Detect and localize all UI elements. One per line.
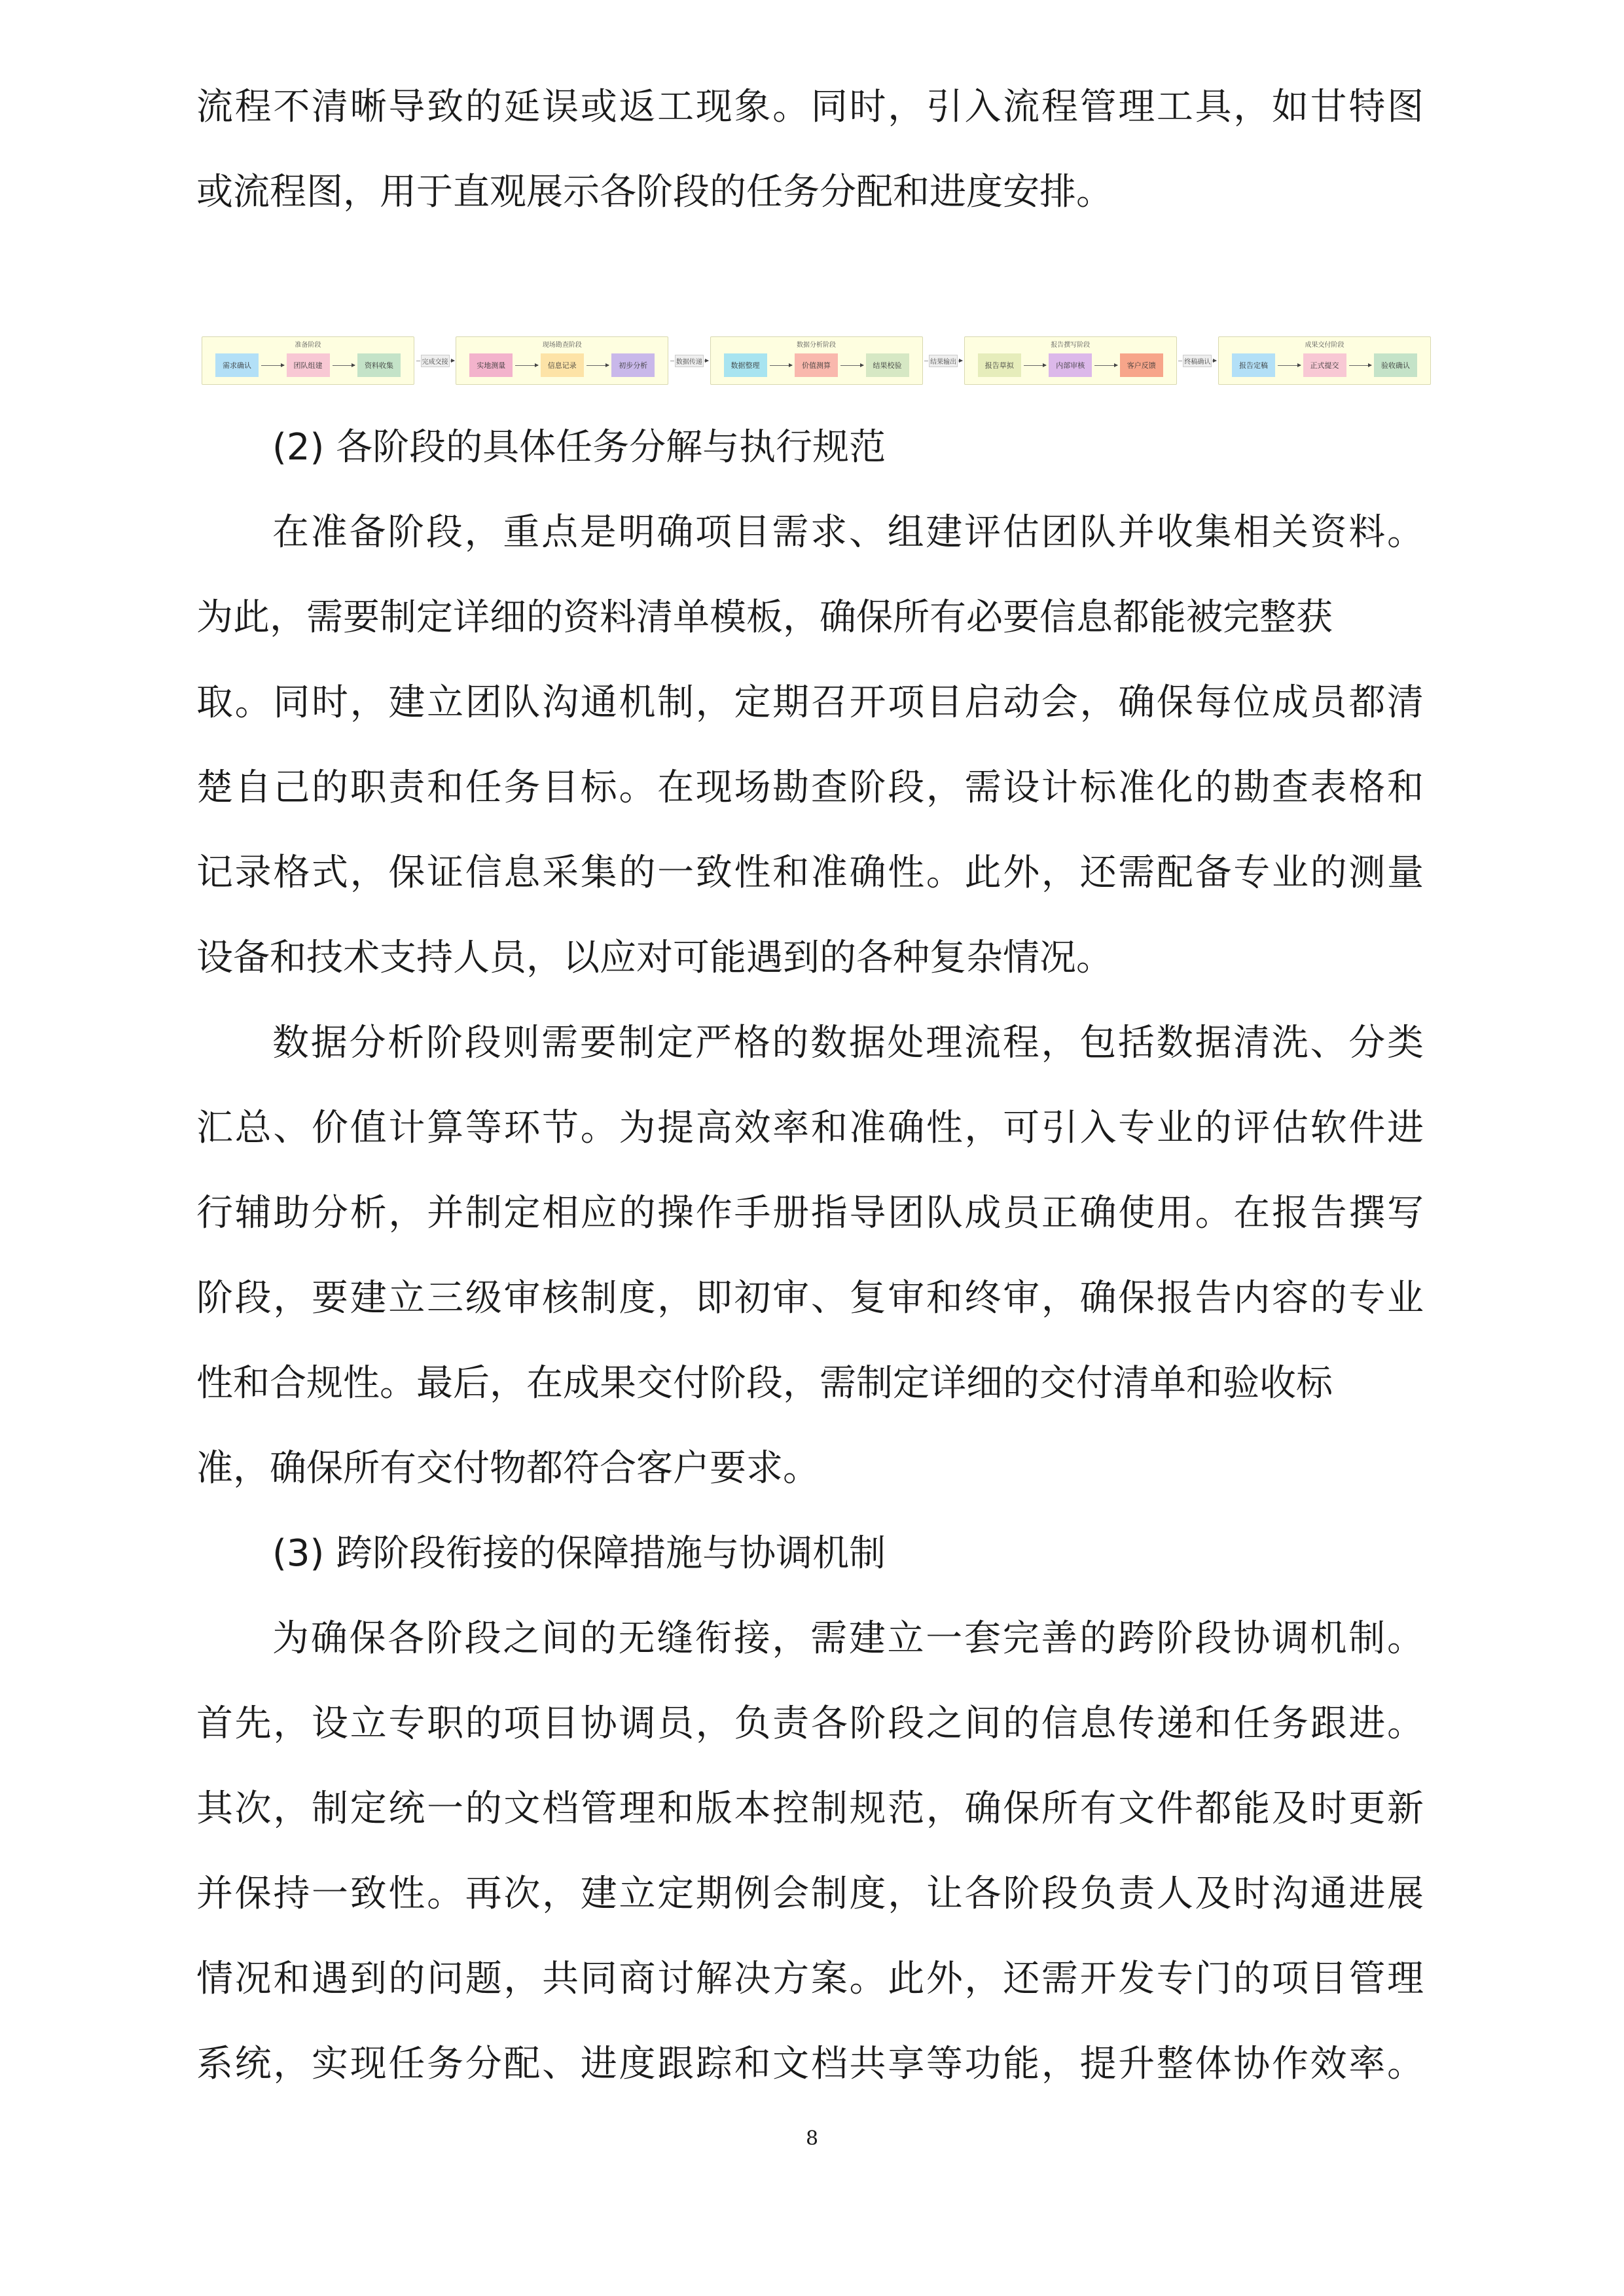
section-heading: (3) 跨阶段衔接的保障措施与协调机制 — [272, 1532, 886, 1575]
stage-title: 准备阶段 — [295, 342, 321, 349]
arrow-icon — [586, 365, 609, 366]
body-text-line: 楚自己的职责和任务目标。在现场勘查阶段，需设计标准化的勘查表格和 — [196, 766, 1424, 809]
body-text-line: 记录格式，保证信息采集的一致性和准确性。此外，还需配备专业的测量 — [196, 852, 1424, 894]
process-node: 报告草拟 — [978, 353, 1021, 377]
body-text-line: 为此，需要制定详细的资料清单模板，确保所有必要信息都能被完整获 — [196, 596, 1333, 639]
stage-transition — [416, 355, 455, 367]
body-text-line: 性和合规性。最后，在成果交付阶段，需制定详细的交付清单和验收标 — [196, 1362, 1333, 1405]
process-node: 资料收集 — [357, 353, 401, 377]
transition-label: 完成交接 — [421, 355, 450, 367]
arrow-icon — [1024, 365, 1047, 366]
arrow-icon — [770, 365, 793, 366]
process-node: 团队组建 — [287, 353, 330, 377]
process-node: 价值测算 — [795, 353, 838, 377]
body-text-line: 在准备阶段，重点是明确项目需求、组建评估团队并收集相关资料。 — [272, 511, 1424, 554]
body-text-line: 系统，实现任务分配、进度跟踪和文档共享等功能，提升整体协作效率。 — [196, 2043, 1424, 2085]
body-text-line: 行辅助分析，并制定相应的操作手册指导团队成员正确使用。在报告撰写 — [196, 1192, 1424, 1234]
stage-box — [202, 336, 414, 385]
process-node: 内部审核 — [1049, 353, 1092, 377]
workflow-diagram — [202, 336, 1431, 386]
body-text-line: 情况和遇到的问题，共同商讨解决方案。此外，还需开发专门的项目管理 — [196, 1958, 1424, 2000]
arrow-icon — [840, 365, 863, 366]
process-node: 结果校验 — [866, 353, 909, 377]
stage-box — [456, 336, 668, 385]
stage-transition — [1178, 355, 1217, 367]
body-text-line: 流程不清晰导致的延误或返工现象。同时，引入流程管理工具，如甘特图 — [196, 86, 1424, 128]
process-node: 信息记录 — [541, 353, 584, 377]
stage-transition — [924, 355, 963, 367]
body-text-line: 汇总、价值计算等环节。为提高效率和准确性，可引入专业的评估软件进 — [196, 1107, 1424, 1149]
arrow-icon — [515, 365, 538, 366]
process-node: 实地测量 — [469, 353, 513, 377]
process-node: 正式提交 — [1303, 353, 1346, 377]
stage-title: 数据分析阶段 — [797, 342, 836, 349]
stage-box — [964, 336, 1177, 385]
transition-label: 数据传递 — [675, 355, 704, 367]
stage-transition — [670, 355, 709, 367]
stage-box — [710, 336, 923, 385]
process-node: 需求确认 — [215, 353, 259, 377]
arrow-icon — [1278, 365, 1301, 366]
process-node: 客户反馈 — [1120, 353, 1163, 377]
process-node: 初步分析 — [611, 353, 655, 377]
stage-title: 现场勘查阶段 — [542, 342, 582, 349]
arrow-icon — [1094, 365, 1117, 366]
process-node: 验收确认 — [1374, 353, 1417, 377]
page-number: 8 — [805, 2127, 819, 2150]
arrow-icon — [261, 365, 284, 366]
body-text-line: 取。同时，建立团队沟通机制，定期召开项目启动会，确保每位成员都清 — [196, 681, 1424, 724]
body-text-line: 其次，制定统一的文档管理和版本控制规范，确保所有文件都能及时更新 — [196, 1787, 1424, 1830]
stage-box — [1218, 336, 1431, 385]
body-text-line: 或流程图，用于直观展示各阶段的任务分配和进度安排。 — [196, 171, 1113, 213]
body-text-line: 准，确保所有交付物都符合客户要求。 — [196, 1447, 820, 1490]
body-text-line: 数据分析阶段则需要制定严格的数据处理流程，包括数据清洗、分类 — [272, 1022, 1424, 1064]
stage-title: 报告撰写阶段 — [1051, 342, 1091, 349]
body-text-line: 为确保各阶段之间的无缝衔接，需建立一套完善的跨阶段协调机制。 — [272, 1617, 1424, 1660]
process-node: 数据整理 — [724, 353, 767, 377]
section-heading: (2) 各阶段的具体任务分解与执行规范 — [272, 426, 886, 469]
transition-label: 终稿确认 — [1183, 355, 1212, 367]
stage-title: 成果交付阶段 — [1305, 342, 1344, 349]
body-text-line: 首先，设立专职的项目协调员，负责各阶段之间的信息传递和任务跟进。 — [196, 1702, 1424, 1745]
body-text-line: 并保持一致性。再次，建立定期例会制度，让各阶段负责人及时沟通进展 — [196, 1873, 1424, 1915]
process-node: 报告定稿 — [1232, 353, 1275, 377]
arrow-icon — [333, 365, 355, 366]
body-text-line: 设备和技术支持人员，以应对可能遇到的各种复杂情况。 — [196, 937, 1113, 979]
arrow-icon — [1349, 365, 1372, 366]
transition-label: 结果输出 — [929, 355, 958, 367]
body-text-line: 阶段，要建立三级审核制度，即初审、复审和终审，确保报告内容的专业 — [196, 1277, 1424, 1319]
